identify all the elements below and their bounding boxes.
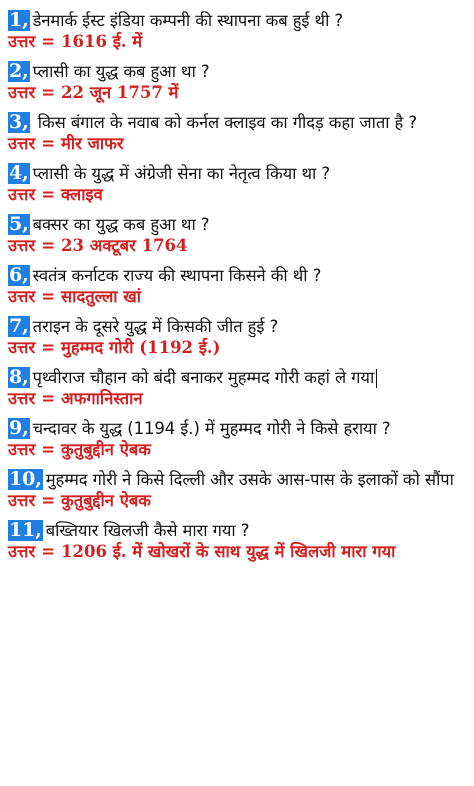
qa-item-6	[8, 265, 466, 307]
answer-equals: =	[41, 440, 56, 459]
answer-label: उत्तर	[8, 287, 36, 306]
question-number-badge: 8,	[9, 366, 29, 388]
question-label: मुहम्मद गोरी ने किसे दिल्ली और उसके आस-पास के इलाकों को सौंपा	[45, 470, 454, 489]
question-number-badge: 2,	[9, 60, 29, 82]
question-text	[8, 316, 466, 337]
question-label: चन्दावर के युद्ध (1194 ई.) में मुहम्मद गोरी ने किसे हराया ?	[32, 419, 391, 438]
answer-label: उत्तर	[8, 185, 36, 204]
answer-label: उत्तर	[8, 389, 36, 408]
answer-label: उत्तर	[8, 338, 36, 357]
question-label: डेनमार्क ईस्ट इंडिया कम्पनी की स्थापना कब हुई थी ?	[32, 11, 344, 30]
answer-line	[8, 32, 466, 52]
question-label: बक्सर का युद्ध कब हुआ था ?	[32, 215, 210, 234]
question-number-badge: 5,	[9, 213, 29, 235]
answer-line	[8, 338, 466, 358]
answer-value: 1206 ई. में खोखरों के साथ युद्ध में खिलजी मारा गया	[61, 542, 396, 561]
question-number-badge: 4,	[9, 162, 29, 184]
question-number-badge: 9,	[9, 417, 29, 439]
question-text	[8, 265, 466, 286]
answer-equals: =	[41, 287, 56, 306]
answer-line	[8, 287, 466, 307]
question-text	[8, 163, 466, 184]
question-label: तराइन के दूसरे युद्ध में किसकी जीत हुई ?	[32, 317, 279, 336]
question-text	[8, 520, 466, 541]
question-label: प्लासी के युद्ध में अंग्रेजी सेना का नेतृत्व किया था ?	[32, 164, 330, 183]
question-text	[8, 112, 466, 133]
question-text	[8, 418, 466, 439]
question-number-badge: 11,	[9, 519, 42, 541]
question-label: पृथ्वीराज चौहान को बंदी बनाकर मुहम्मद गोरी कहां ले गया	[32, 368, 375, 387]
answer-line	[8, 440, 466, 460]
qa-item-10	[8, 469, 466, 511]
question-text	[8, 214, 466, 235]
answer-value: 22 जून 1757 में	[61, 83, 179, 102]
answer-value: कुतुबुद्दीन ऐबक	[61, 491, 151, 510]
qa-item-7	[8, 316, 466, 358]
answer-line	[8, 542, 466, 562]
answer-value: सादतुल्ला खां	[61, 287, 142, 306]
answer-equals: =	[41, 83, 56, 102]
answer-equals: =	[41, 134, 56, 153]
answer-equals: =	[41, 389, 56, 408]
answer-line	[8, 389, 466, 409]
question-label: प्लासी का युद्ध कब हुआ था ?	[32, 62, 210, 81]
question-label: स्वतंत्र कर्नाटक राज्य की स्थापना किसने की थी ?	[32, 266, 322, 285]
question-number-badge: 10,	[9, 468, 42, 490]
answer-label: उत्तर	[8, 134, 36, 153]
answer-value: क्लाइव	[61, 185, 103, 204]
answer-value: 23 अक्टूबर 1764	[61, 236, 188, 255]
qa-item-3	[8, 112, 466, 154]
answer-line	[8, 185, 466, 205]
answer-value: मीर जाफर	[61, 134, 124, 153]
qa-item-5	[8, 214, 466, 256]
answer-value: अफगानिस्तान	[61, 389, 143, 408]
answer-label: उत्तर	[8, 83, 36, 102]
answer-equals: =	[41, 32, 56, 51]
qa-item-11	[8, 520, 466, 562]
question-number-badge: 6,	[9, 264, 29, 286]
question-text	[8, 367, 466, 388]
qa-item-9	[8, 418, 466, 460]
answer-line	[8, 134, 466, 154]
answer-label: उत्तर	[8, 236, 36, 255]
answer-equals: =	[41, 542, 56, 561]
answer-line	[8, 83, 466, 103]
answer-equals: =	[41, 491, 56, 510]
qa-item-4	[8, 163, 466, 205]
question-number-badge: 7,	[9, 315, 29, 337]
answer-value: 1616 ई. में	[61, 32, 143, 51]
question-label: किस बंगाल के नवाब को कर्नल क्लाइव का गीदड़ कहा जाता है ?	[32, 113, 418, 132]
text-cursor-bar	[376, 369, 377, 388]
question-label: बख्तियार खिलजी कैसे मारा गया ?	[45, 521, 250, 540]
answer-equals: =	[41, 236, 56, 255]
question-text	[8, 469, 466, 490]
answer-value: मुहम्मद गोरी (1192 ई.)	[61, 338, 221, 357]
question-number-badge: 3,	[9, 111, 29, 133]
answer-line	[8, 491, 466, 511]
answer-equals: =	[41, 185, 56, 204]
question-text	[8, 10, 466, 31]
answer-label: उत्तर	[8, 542, 36, 561]
qa-item-2	[8, 61, 466, 103]
question-number-badge: 1,	[9, 9, 29, 31]
answer-label: उत्तर	[8, 491, 36, 510]
answer-label: उत्तर	[8, 32, 36, 51]
answer-label: उत्तर	[8, 440, 36, 459]
question-text	[8, 61, 466, 82]
answer-equals: =	[41, 338, 56, 357]
answer-line	[8, 236, 466, 256]
answer-value: कुतुबुद्दीन ऐबक	[61, 440, 151, 459]
qa-item-1	[8, 10, 466, 52]
qa-item-8	[8, 367, 466, 409]
